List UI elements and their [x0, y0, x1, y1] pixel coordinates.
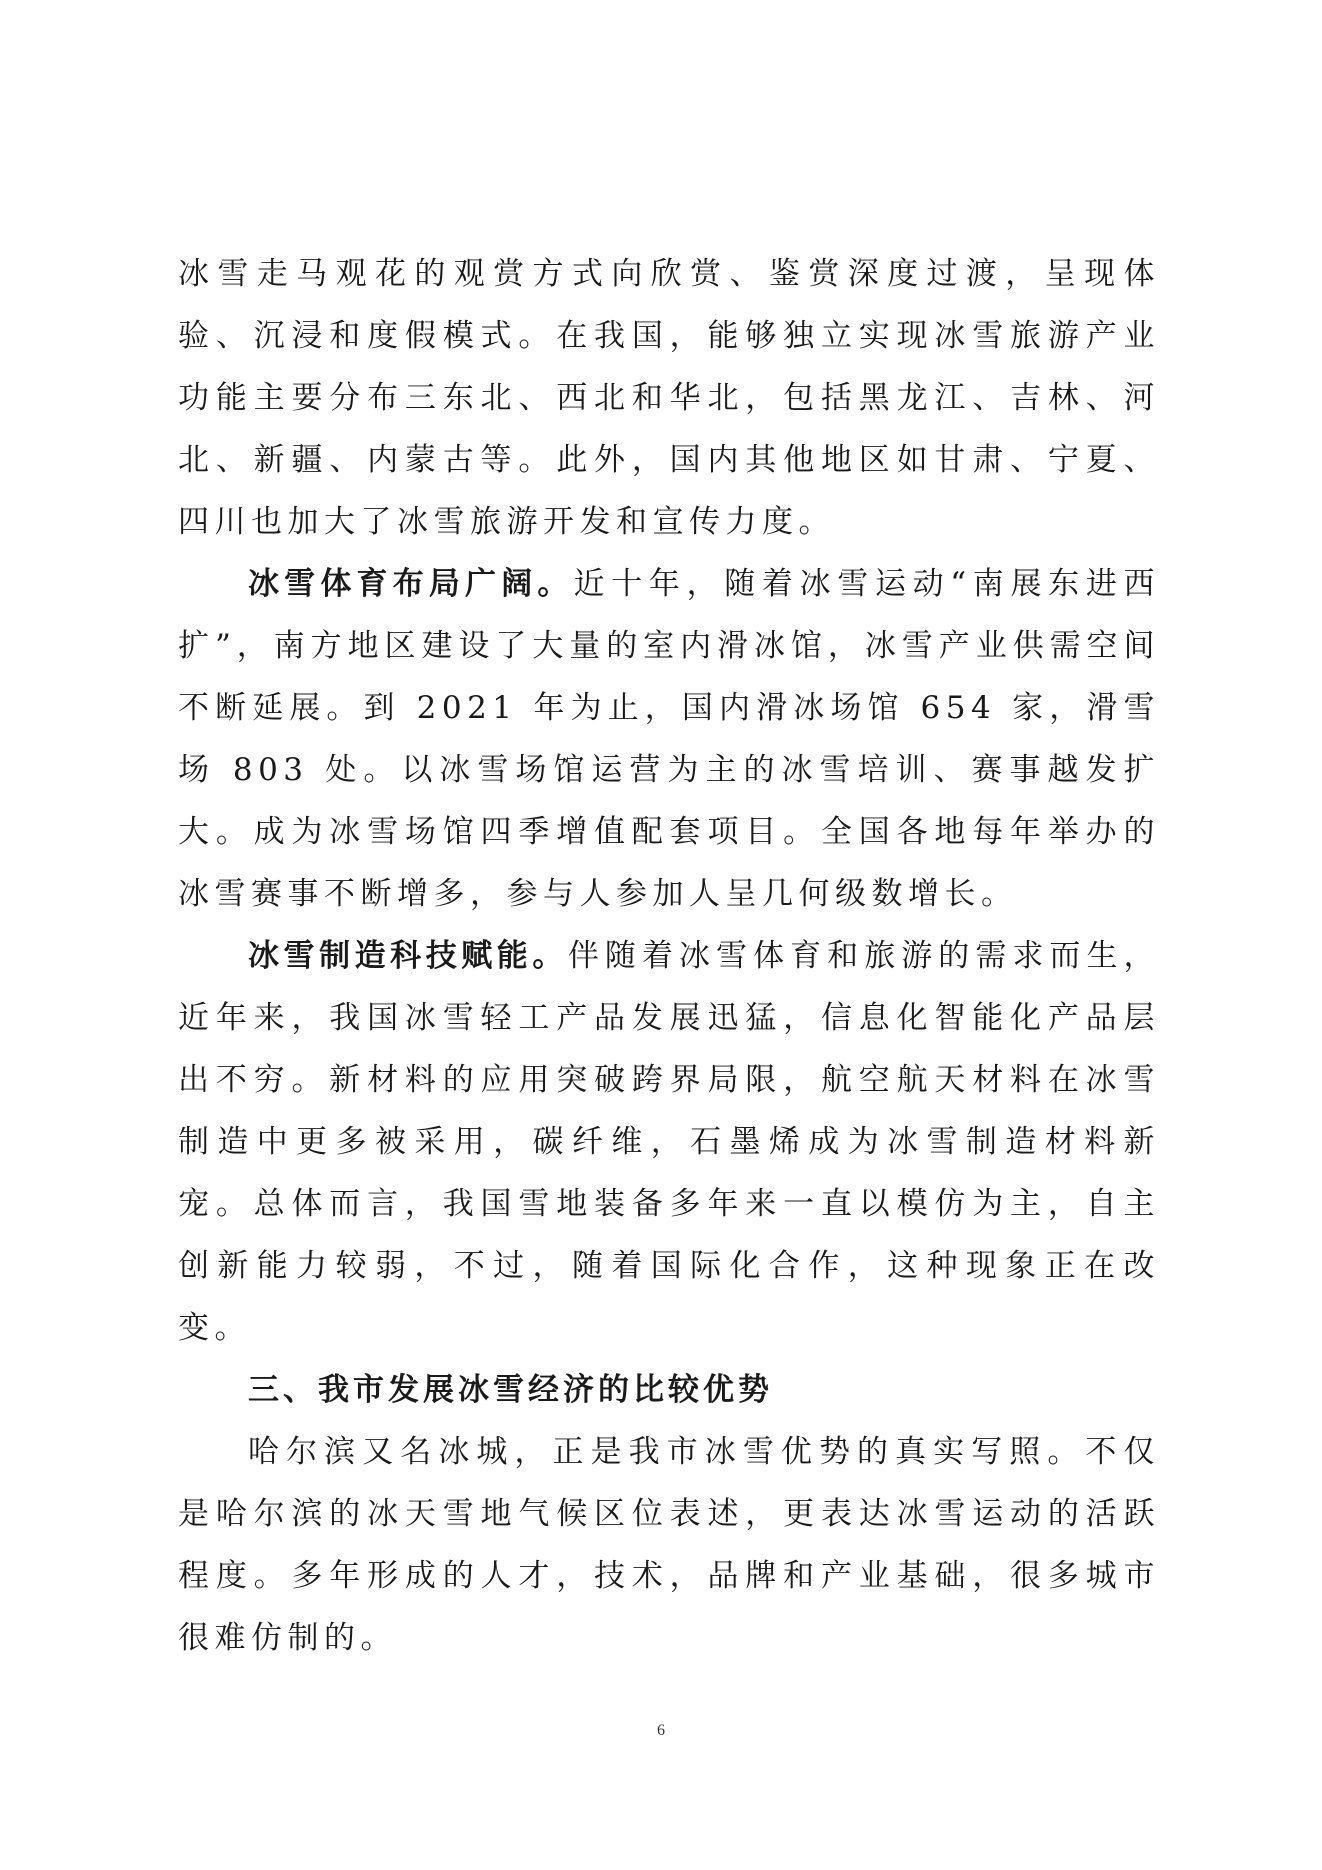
paragraph-text: 近十年，随着冰雪运动“南展东进西扩”，南方地区建设了大量的室内滑冰馆，冰雪产业供需空间不断延展。到 2021 年为止，国内滑冰场馆 654 家，滑雪场 803 处。以冰雪场馆运营为主的冰雪培训、赛事越发扩大。成为冰雪场馆四季增值配套项目。全国各地每年举办的冰雪赛事不断增多，参与人参加人呈几何级数增长。 — [178, 566, 1160, 912]
paragraph-winter-manufacturing — [178, 925, 1160, 1359]
paragraph-harbin-advantage — [178, 1421, 1160, 1669]
section-heading: 三、我市发展冰雪经济的比较优势 — [248, 1372, 773, 1408]
paragraph-text: 伴随着冰雪体育和旅游的需求而生，近年来，我国冰雪轻工产品发展迅猛，信息化智能化产品层出不穷。新材料的应用突破跨界局限，航空航天材料在冰雪制造中更多被采用，碳纤维，石墨烯成为冰雪制造材料新宠。总体而言，我国雪地装备多年来一直以模仿为主，自主创新能力较弱，不过，随着国际化合作，这种现象正在改变。 — [178, 938, 1160, 1346]
paragraph-winter-sports-layout — [178, 553, 1160, 925]
paragraph-lead-heading: 冰雪体育布局广阔。 — [248, 566, 574, 602]
page-number: 6 — [657, 1722, 665, 1739]
paragraph-text: 哈尔滨又名冰城，正是我市冰雪优势的真实写照。不仅是哈尔滨的冰天雪地气候区位表述，更表达冰雪运动的活跃程度。多年形成的人才，技术，品牌和产业基础，很多城市很难仿制的。 — [178, 1434, 1160, 1656]
paragraph-lead-heading: 冰雪制造科技赋能。 — [248, 938, 568, 974]
paragraph-text: 冰雪走马观花的观赏方式向欣赏、鉴赏深度过渡，呈现体验、沉浸和度假模式。在我国，能够独立实现冰雪旅游产业功能主要分布三东北、西北和华北，包括黑龙江、吉林、河北、新疆、内蒙古等。此外，国内其他地区如甘肃、宁夏、四川也加大了冰雪旅游开发和宣传力度。 — [178, 256, 1160, 540]
document-body — [178, 243, 1160, 1669]
paragraph-tourism-continued — [178, 243, 1160, 553]
